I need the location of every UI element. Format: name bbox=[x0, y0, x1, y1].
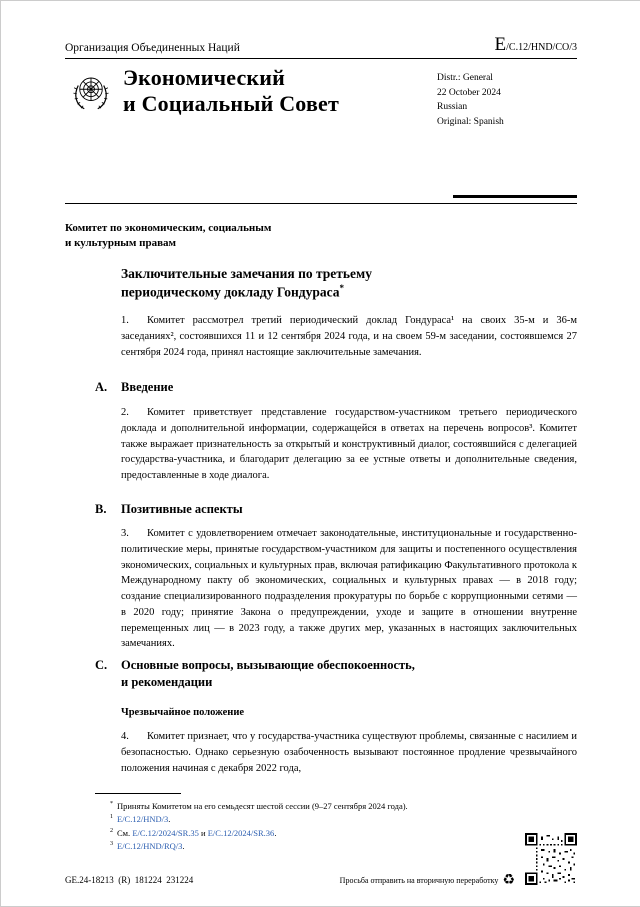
header-rule bbox=[65, 58, 577, 59]
footnote-link[interactable]: E/C.12/2024/SR.36 bbox=[207, 827, 275, 838]
council-title-line1: Экономический bbox=[123, 65, 286, 90]
footnote-1 bbox=[95, 813, 577, 825]
footnote-marker: 3 bbox=[109, 841, 113, 848]
section-letter: B. bbox=[95, 502, 107, 516]
subsection-heading: Чрезвычайное положение bbox=[121, 707, 245, 718]
footnote-text: Приняты Комитетом на его семьдесят шестой сессии (9–27 сентября 2024 года). bbox=[117, 801, 408, 811]
footnote-marker: 2 bbox=[109, 827, 113, 834]
footnote-text: . bbox=[168, 814, 171, 825]
section-heading-a bbox=[95, 379, 173, 396]
footnote-star bbox=[95, 800, 577, 812]
section-title-line2: и рекомендации bbox=[121, 674, 213, 689]
section-letter: C. bbox=[95, 658, 108, 672]
paragraph-text: Комитет с удовлетворением отмечает законодательные, институциональные и государственно-политические меры, принятые государством-участником для защиты и постепенного осуществления экономических, социальных и культурных прав, включая ратификацию Факультативного протокола к Международному пакту об экономических, социальных и культурных правах — в 2018 году; создание специализированного подразделения прокуратуры по борьбе с коррупционными сетями — в 2020 году; принятие Закона о предупреждении, уходе и защите в отношении внутренне перемещенных лиц — в 2023 году, а также других мер, указанных в настоящих заключительных замечаниях. bbox=[121, 528, 577, 650]
committee-heading-line1: Комитет по экономическим, социальным bbox=[65, 222, 272, 234]
section-title: Введение bbox=[121, 380, 174, 394]
paragraph-text: Комитет признает, что у государства-участника существуют проблемы, связанные с насилием и безопасностью. Однако серьезную озабоченность вызывают постоянное продление чрезвычайного положения начиная с декабря 2022 года, bbox=[121, 731, 577, 774]
recycle-icon: ♻ bbox=[502, 872, 515, 888]
un-emblem-icon bbox=[67, 69, 115, 117]
footnote-marker: 1 bbox=[109, 814, 113, 821]
document-symbol-letter: E bbox=[494, 34, 507, 55]
distribution-info bbox=[437, 71, 504, 130]
recycle-notice bbox=[340, 873, 515, 887]
committee-heading-line2: и культурным правам bbox=[65, 236, 176, 249]
section-heading-c bbox=[95, 657, 555, 691]
title-footnote-ref: * bbox=[339, 282, 345, 293]
distr-language: Russian bbox=[437, 102, 468, 113]
top-header-row bbox=[65, 35, 577, 54]
paragraph-number: 4. bbox=[121, 731, 129, 742]
paragraph-text: Комитет приветствует представление государством-участником третьего периодического доклада и дополнительной информации, содержащейся в ответах на перечень вопросов³. Комитет также выражает признательность за открытый и конструктивный диалог, состоявшийся с делегацией государства-участника, и благодарит делегацию за ее устные ответы и дополнительные сведения, предоставленные в ходе диалога. bbox=[121, 407, 577, 481]
footnote-text: и bbox=[198, 827, 208, 838]
council-title bbox=[123, 65, 339, 117]
distr-original: Original: Spanish bbox=[437, 117, 504, 128]
document-title-line1: Заключительные замечания по третьему bbox=[121, 266, 372, 281]
document-title bbox=[121, 265, 561, 301]
footnote-2 bbox=[95, 827, 577, 839]
document-reference-number: GE.24-18213 (R) 181224 231224 bbox=[65, 875, 194, 885]
masthead-rule-short bbox=[453, 195, 577, 198]
section-letter: A. bbox=[95, 380, 108, 394]
recycle-text: Просьба отправить на вторичную переработку bbox=[339, 875, 499, 885]
footnote-link[interactable]: E/C.12/HND/RQ/3 bbox=[117, 840, 183, 851]
paragraph-1 bbox=[121, 313, 577, 360]
footnote-marker: * bbox=[109, 801, 113, 808]
paragraph-text: Комитет рассмотрел третий периодический доклад Гондураса¹ на своих 35-м и 36-м заседаниях², состоявшихся 11 и 12 сентября 2024 года, и на своем 59-м заседании, состоявшемся 27 сентября 2024 года, принял настоящие заключительные замечания. bbox=[121, 315, 577, 358]
footnote-text: См. bbox=[117, 827, 133, 838]
section-title-line1: Основные вопросы, вызывающие обеспокоенность, bbox=[121, 658, 415, 672]
distr-date: 22 October 2024 bbox=[437, 87, 501, 98]
masthead-rule-full bbox=[65, 203, 577, 204]
section-heading-b bbox=[95, 501, 243, 518]
paragraph-number: 2. bbox=[121, 407, 129, 418]
paragraph-number: 1. bbox=[121, 315, 129, 326]
distr-type: Distr.: General bbox=[437, 73, 493, 83]
footnote-text: . bbox=[274, 827, 277, 838]
paragraph-number: 3. bbox=[121, 528, 129, 539]
section-title bbox=[121, 657, 415, 691]
qr-code bbox=[525, 833, 577, 885]
committee-heading bbox=[65, 221, 271, 251]
footnote-3 bbox=[95, 840, 577, 852]
footnotes-block bbox=[95, 800, 577, 853]
document-symbol bbox=[495, 35, 577, 54]
paragraph-2 bbox=[121, 405, 577, 484]
document-symbol-rest: /C.12/HND/CO/3 bbox=[506, 42, 577, 53]
organization-name: Организация Объединенных Наций bbox=[65, 42, 240, 54]
footnote-link[interactable]: E/C.12/2024/SR.35 bbox=[132, 827, 199, 838]
paragraph-4 bbox=[121, 729, 577, 776]
paragraph-3 bbox=[121, 526, 577, 652]
footnote-separator bbox=[95, 793, 181, 794]
section-title: Позитивные аспекты bbox=[121, 502, 243, 516]
footnote-text: . bbox=[182, 840, 185, 851]
council-title-line2: и Социальный Совет bbox=[123, 90, 340, 116]
footnote-link[interactable]: E/C.12/HND/3 bbox=[117, 814, 169, 825]
document-title-line2: периодическому докладу Гондураса* bbox=[121, 282, 345, 300]
